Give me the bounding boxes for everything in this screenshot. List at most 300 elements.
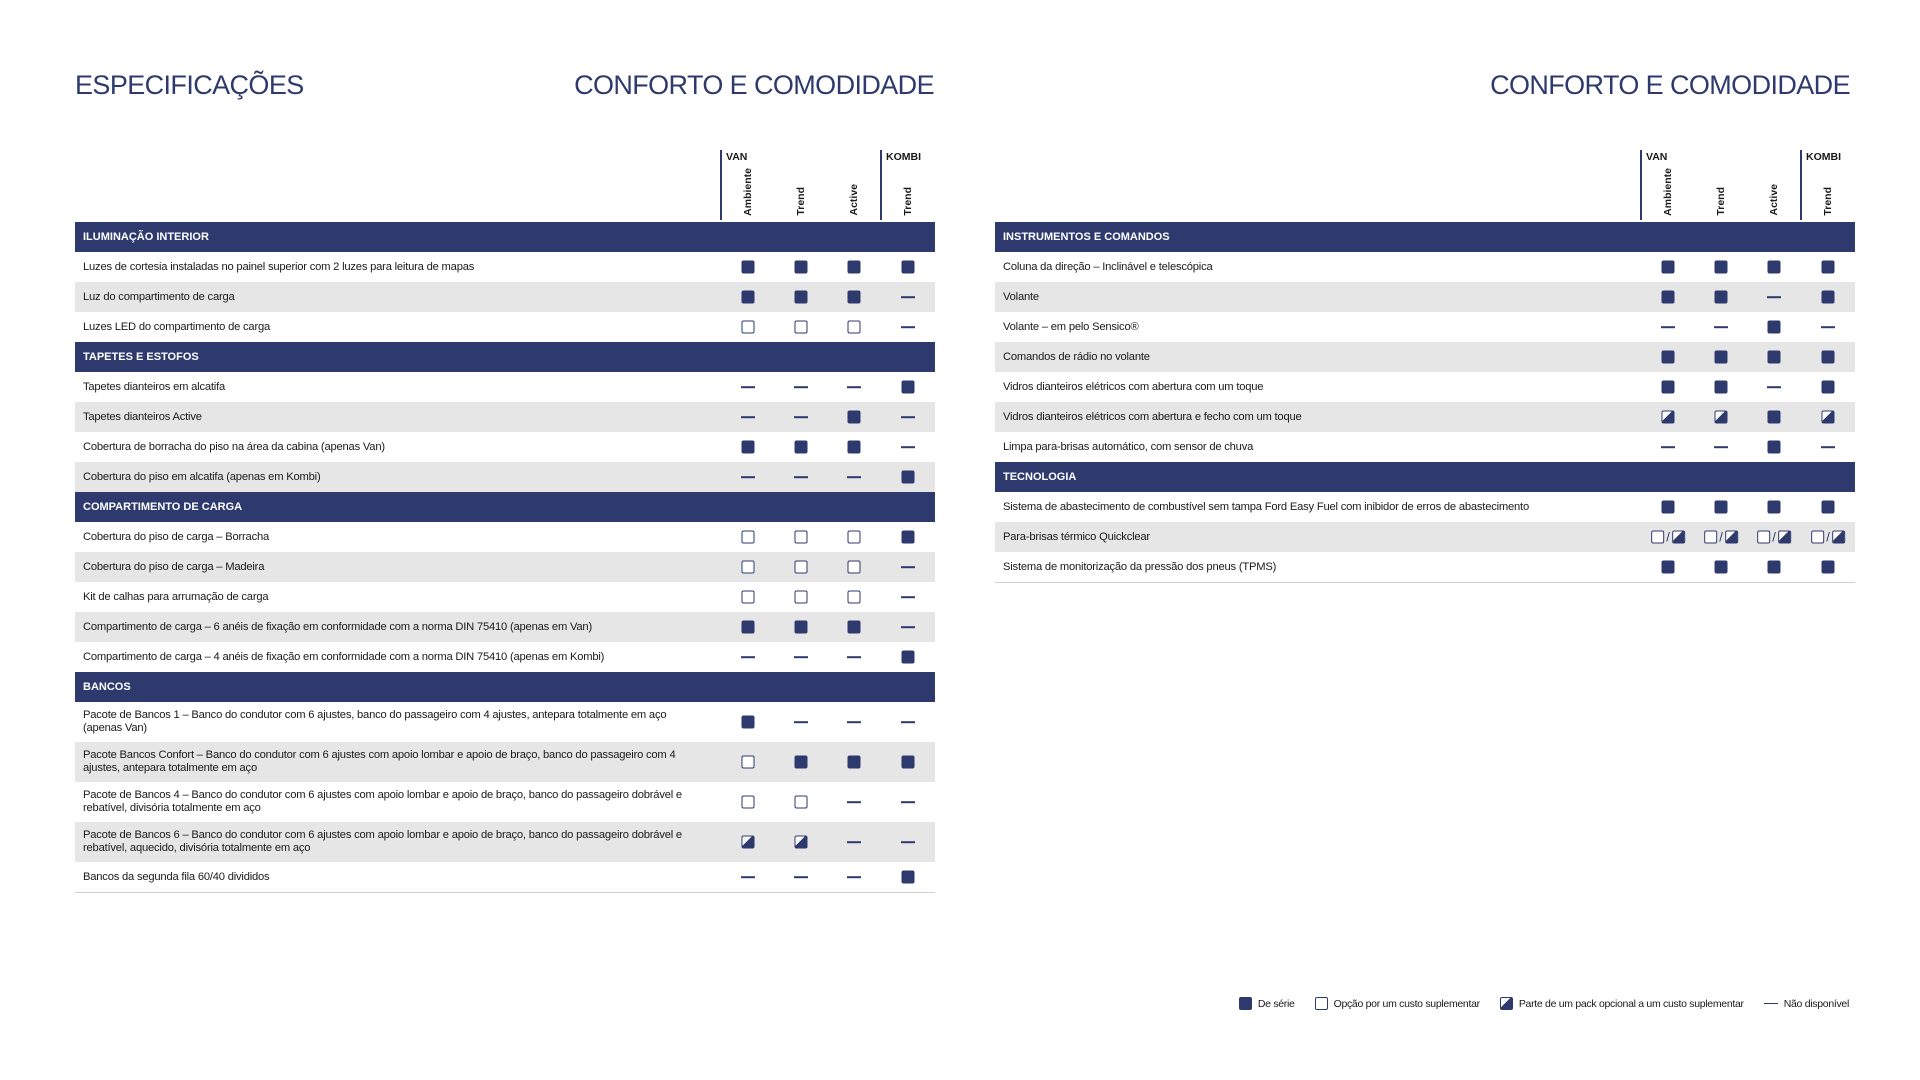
availability-cell xyxy=(902,651,915,664)
option-or-pack-icons xyxy=(1651,531,1685,544)
standard-icon xyxy=(1822,351,1835,364)
row-label: Vidros dianteiros elétricos com abertura com um toque xyxy=(1003,380,1264,393)
standard-icon xyxy=(1768,501,1781,514)
not-available-icon xyxy=(847,801,861,803)
option-icon xyxy=(742,756,755,769)
option-icon xyxy=(795,531,808,544)
legend-na xyxy=(1764,998,1849,1010)
availability-cell xyxy=(1822,411,1835,424)
availability-cell xyxy=(1662,561,1675,574)
availability-cell xyxy=(795,756,808,769)
not-available-icon xyxy=(794,721,808,723)
availability-cell xyxy=(741,416,755,418)
not-available-icon xyxy=(901,801,915,803)
not-available-icon xyxy=(847,476,861,478)
pack-icon xyxy=(1662,411,1675,424)
row-label: Cobertura do piso de carga – Madeira xyxy=(83,560,265,573)
not-available-icon xyxy=(847,721,861,723)
table-bottom-rule xyxy=(995,582,1855,583)
table-row xyxy=(995,552,1855,582)
standard-icon xyxy=(1662,291,1675,304)
table-row xyxy=(75,552,935,582)
standard-icon xyxy=(1822,561,1835,574)
row-label: Pacote Bancos Confort – Banco do condutor com 6 ajustes com apoio lombar e apoio de braço, banco do passageiro com 4 ajustes, antepara totalmente em aço xyxy=(83,749,676,774)
table-bottom-rule xyxy=(75,892,935,893)
not-available-icon xyxy=(1764,1003,1778,1005)
standard-icon xyxy=(1662,381,1675,394)
not-available-icon xyxy=(901,566,915,568)
availability-cell xyxy=(848,261,861,274)
table-row xyxy=(995,402,1855,432)
availability-cell xyxy=(1662,351,1675,364)
availability-cell xyxy=(1768,501,1781,514)
availability-cell xyxy=(1767,386,1781,388)
availability-cell xyxy=(1822,561,1835,574)
availability-cell xyxy=(1811,531,1845,544)
availability-cell xyxy=(901,566,915,568)
table-row xyxy=(75,372,935,402)
option-or-pack-icons xyxy=(1757,531,1791,544)
column-header xyxy=(75,150,935,222)
availability-cell xyxy=(901,626,915,628)
availability-cell xyxy=(742,716,755,729)
availability-cell xyxy=(1768,411,1781,424)
not-available-icon xyxy=(901,296,915,298)
option-icon xyxy=(1704,531,1717,544)
pack-icon xyxy=(795,836,808,849)
row-label: Pacote de Bancos 1 – Banco do condutor com 6 ajustes, banco do passageiro com 4 ajustes, antepara totalmente em aço (apenas Van) xyxy=(83,709,667,734)
table-row xyxy=(995,372,1855,402)
table-row xyxy=(995,522,1855,552)
not-available-icon xyxy=(901,596,915,598)
table-row xyxy=(75,862,935,892)
row-label: Kit de calhas para arrumação de carga xyxy=(83,590,269,603)
not-available-icon xyxy=(741,476,755,478)
standard-icon xyxy=(1662,351,1675,364)
availability-cell xyxy=(741,476,755,478)
column-label-trend: Trend xyxy=(795,187,807,216)
option-or-pack-icons xyxy=(1704,531,1738,544)
standard-icon xyxy=(795,261,808,274)
availability-cell xyxy=(901,416,915,418)
section-heading-left: CONFORTO E COMODIDADE xyxy=(574,70,934,100)
option-icon xyxy=(742,531,755,544)
availability-cell xyxy=(1715,381,1728,394)
availability-cell xyxy=(795,441,808,454)
availability-cell xyxy=(902,471,915,484)
row-label: Tapetes dianteiros em alcatifa xyxy=(83,380,226,393)
not-available-icon xyxy=(1661,446,1675,448)
not-available-icon xyxy=(1714,326,1728,328)
legend-pack-label: Parte de um pack opcional a um custo suplementar xyxy=(1518,997,1744,1010)
not-available-icon xyxy=(901,326,915,328)
standard-icon xyxy=(848,411,861,424)
option-icon xyxy=(795,591,808,604)
column-label-trend: Trend xyxy=(902,187,914,216)
standard-icon xyxy=(902,871,915,884)
standard-icon xyxy=(1662,501,1675,514)
standard-icon xyxy=(902,471,915,484)
standard-icon xyxy=(902,651,915,664)
not-available-icon xyxy=(847,876,861,878)
standard-icon xyxy=(902,531,915,544)
standard-icon xyxy=(1822,291,1835,304)
availability-cell xyxy=(742,836,755,849)
availability-cell xyxy=(1822,261,1835,274)
not-available-icon xyxy=(794,876,808,878)
availability-cell xyxy=(1651,531,1685,544)
column-label-trend: Trend xyxy=(1715,187,1727,216)
availability-cell xyxy=(742,261,755,274)
option-icon xyxy=(848,531,861,544)
section-header: TECNOLOGIA xyxy=(995,462,1855,492)
not-available-icon xyxy=(847,386,861,388)
not-available-icon xyxy=(1821,326,1835,328)
section-heading-right: CONFORTO E COMODIDADE xyxy=(1490,70,1850,100)
row-label: Pacote de Bancos 4 – Banco do condutor com 6 ajustes com apoio lombar e apoio de braço, banco do passageiro dobrável e rebatível, divisória totalmente em aço xyxy=(83,789,682,814)
option-icon xyxy=(1651,531,1664,544)
not-available-icon xyxy=(1821,446,1835,448)
availability-cell xyxy=(1822,501,1835,514)
availability-cell xyxy=(1662,411,1675,424)
standard-icon xyxy=(742,261,755,274)
group-van-label: VAN xyxy=(1646,151,1668,163)
specs-table-left xyxy=(75,150,935,893)
availability-cell xyxy=(795,261,808,274)
standard-icon xyxy=(742,621,755,634)
availability-cell xyxy=(795,291,808,304)
group-kombi-label: KOMBI xyxy=(1806,151,1841,163)
option-icon xyxy=(1811,531,1824,544)
availability-cell xyxy=(902,381,915,394)
section-header: BANCOS xyxy=(75,672,935,702)
table-row xyxy=(995,492,1855,522)
standard-icon xyxy=(1715,381,1728,394)
availability-cell xyxy=(742,321,755,334)
availability-cell xyxy=(741,656,755,658)
availability-cell xyxy=(901,841,915,843)
availability-cell xyxy=(902,531,915,544)
table-row xyxy=(75,642,935,672)
availability-cell xyxy=(795,531,808,544)
specs-table-right xyxy=(995,150,1855,583)
not-available-icon xyxy=(901,626,915,628)
standard-icon xyxy=(742,441,755,454)
availability-cell xyxy=(1822,351,1835,364)
availability-cell xyxy=(1768,441,1781,454)
availability-cell xyxy=(742,621,755,634)
section-header: ILUMINAÇÃO INTERIOR xyxy=(75,222,935,252)
option-icon xyxy=(795,561,808,574)
pack-icon xyxy=(1500,997,1513,1010)
availability-cell xyxy=(1821,446,1835,448)
availability-cell xyxy=(847,476,861,478)
availability-cell xyxy=(848,756,861,769)
availability-cell xyxy=(847,656,861,658)
availability-cell xyxy=(742,531,755,544)
not-available-icon xyxy=(794,386,808,388)
availability-cell xyxy=(1768,261,1781,274)
section-header: INSTRUMENTOS E COMANDOS xyxy=(995,222,1855,252)
legend-pack xyxy=(1500,997,1744,1010)
availability-cell xyxy=(848,591,861,604)
availability-cell xyxy=(1767,296,1781,298)
column-label-active: Active xyxy=(848,184,860,216)
option-icon xyxy=(1757,531,1770,544)
not-available-icon xyxy=(741,876,755,878)
availability-cell xyxy=(1715,261,1728,274)
standard-icon xyxy=(1822,381,1835,394)
table-row xyxy=(75,432,935,462)
standard-icon xyxy=(1715,501,1728,514)
not-available-icon xyxy=(741,416,755,418)
availability-cell xyxy=(1768,561,1781,574)
availability-cell xyxy=(794,416,808,418)
availability-cell xyxy=(901,801,915,803)
availability-cell xyxy=(1662,291,1675,304)
availability-cell xyxy=(1714,446,1728,448)
table-row xyxy=(75,252,935,282)
not-available-icon xyxy=(1767,296,1781,298)
not-available-icon xyxy=(1714,446,1728,448)
availability-cell xyxy=(1662,381,1675,394)
availability-cell xyxy=(795,561,808,574)
availability-cell xyxy=(1822,381,1835,394)
row-label: Sistema de monitorização da pressão dos pneus (TPMS) xyxy=(1003,560,1277,573)
row-label: Para-brisas térmico Quickclear xyxy=(1003,530,1150,543)
row-label: Compartimento de carga – 4 anéis de fixação em conformidade com a norma DIN 75410 (apenas em Kombi) xyxy=(83,650,605,663)
availability-cell xyxy=(847,841,861,843)
availability-cell xyxy=(794,386,808,388)
availability-cell xyxy=(742,441,755,454)
legend-standard xyxy=(1239,997,1295,1010)
row-label: Coluna da direção – Inclinável e telescópica xyxy=(1003,260,1213,273)
column-label-trend: Trend xyxy=(1822,187,1834,216)
availability-cell xyxy=(1715,561,1728,574)
legend-option-label: Opção por um custo suplementar xyxy=(1333,997,1480,1010)
availability-cell xyxy=(848,411,861,424)
availability-cell xyxy=(1704,531,1738,544)
availability-cell xyxy=(795,796,808,809)
not-available-icon xyxy=(794,476,808,478)
standard-icon xyxy=(848,291,861,304)
availability-cell xyxy=(1661,446,1675,448)
not-available-icon xyxy=(794,416,808,418)
standard-icon xyxy=(902,261,915,274)
pack-icon xyxy=(1715,411,1728,424)
standard-icon xyxy=(902,381,915,394)
not-available-icon xyxy=(847,656,861,658)
availability-cell xyxy=(795,836,808,849)
standard-icon xyxy=(902,756,915,769)
row-label: Cobertura do piso de carga – Borracha xyxy=(83,530,270,543)
availability-cell xyxy=(848,441,861,454)
pack-icon xyxy=(1725,531,1738,544)
table-row xyxy=(995,312,1855,342)
separator-slash: / xyxy=(1772,529,1776,545)
row-label: Luz do compartimento de carga xyxy=(83,290,235,303)
availability-cell xyxy=(742,561,755,574)
standard-icon xyxy=(1822,501,1835,514)
availability-cell xyxy=(1662,261,1675,274)
availability-cell xyxy=(901,446,915,448)
legend-standard-label: De série xyxy=(1257,997,1295,1010)
page-title: ESPECIFICAÇÕES xyxy=(75,70,304,100)
row-label: Compartimento de carga – 6 anéis de fixação em conformidade com a norma DIN 75410 (apenas em Van) xyxy=(83,620,592,633)
availability-cell xyxy=(848,561,861,574)
row-label: Vidros dianteiros elétricos com abertura e fecho com um toque xyxy=(1003,410,1302,423)
standard-icon xyxy=(1662,261,1675,274)
availability-cell xyxy=(901,326,915,328)
standard-icon xyxy=(848,756,861,769)
row-label: Pacote de Bancos 6 – Banco do condutor com 6 ajustes com apoio lombar e apoio de braço, banco do passageiro dobrável e rebatível, aquecido, divisória totalmente em aço xyxy=(83,829,682,854)
column-label-ambiente: Ambiente xyxy=(742,168,754,216)
standard-icon xyxy=(742,716,755,729)
table-row xyxy=(75,782,935,822)
table-row xyxy=(995,432,1855,462)
option-icon xyxy=(742,591,755,604)
option-icon xyxy=(848,561,861,574)
availability-cell xyxy=(1715,291,1728,304)
availability-cell xyxy=(902,871,915,884)
standard-icon xyxy=(1715,561,1728,574)
pack-icon xyxy=(1672,531,1685,544)
standard-icon xyxy=(1768,261,1781,274)
separator-slash: / xyxy=(1666,529,1670,545)
availability-cell xyxy=(794,876,808,878)
availability-cell xyxy=(794,721,808,723)
not-available-icon xyxy=(847,841,861,843)
option-icon xyxy=(848,321,861,334)
standard-icon xyxy=(1768,561,1781,574)
availability-cell xyxy=(1768,351,1781,364)
row-label: Volante – em pelo Sensico® xyxy=(1003,320,1139,333)
row-label: Sistema de abastecimento de combustível sem tampa Ford Easy Fuel com inibidor de erros de abastecimento xyxy=(1003,500,1529,513)
table-row xyxy=(75,742,935,782)
standard-icon xyxy=(1239,997,1252,1010)
availability-cell xyxy=(1661,326,1675,328)
standard-icon xyxy=(848,261,861,274)
not-available-icon xyxy=(901,721,915,723)
table-row xyxy=(75,822,935,862)
standard-icon xyxy=(1768,321,1781,334)
availability-cell xyxy=(848,291,861,304)
availability-cell xyxy=(848,321,861,334)
availability-cell xyxy=(1757,531,1791,544)
table-row xyxy=(995,282,1855,312)
not-available-icon xyxy=(741,656,755,658)
availability-cell xyxy=(1822,291,1835,304)
availability-cell xyxy=(902,756,915,769)
availability-cell xyxy=(794,476,808,478)
separator-slash: / xyxy=(1826,529,1830,545)
availability-cell xyxy=(742,756,755,769)
pack-icon xyxy=(742,836,755,849)
availability-cell xyxy=(1715,411,1728,424)
not-available-icon xyxy=(901,446,915,448)
standard-icon xyxy=(795,291,808,304)
standard-icon xyxy=(1715,351,1728,364)
standard-icon xyxy=(795,756,808,769)
option-icon xyxy=(742,561,755,574)
availability-cell xyxy=(901,596,915,598)
table-row xyxy=(75,612,935,642)
table-row xyxy=(75,462,935,492)
standard-icon xyxy=(1768,411,1781,424)
availability-cell xyxy=(741,386,755,388)
availability-cell xyxy=(1768,321,1781,334)
row-label: Cobertura de borracha do piso na área da cabina (apenas Van) xyxy=(83,440,385,453)
availability-cell xyxy=(741,876,755,878)
option-icon xyxy=(795,321,808,334)
standard-icon xyxy=(848,441,861,454)
availability-cell xyxy=(901,296,915,298)
row-label: Tapetes dianteiros Active xyxy=(83,410,202,423)
availability-cell xyxy=(742,591,755,604)
option-icon xyxy=(1315,997,1328,1010)
table-row xyxy=(75,312,935,342)
not-available-icon xyxy=(1767,386,1781,388)
standard-icon xyxy=(795,621,808,634)
group-kombi-label: KOMBI xyxy=(886,151,921,163)
column-label-ambiente: Ambiente xyxy=(1662,168,1674,216)
table-row xyxy=(995,342,1855,372)
availability-cell xyxy=(848,531,861,544)
option-icon xyxy=(742,321,755,334)
availability-cell xyxy=(1714,326,1728,328)
availability-cell xyxy=(1821,326,1835,328)
standard-icon xyxy=(1662,561,1675,574)
standard-icon xyxy=(848,621,861,634)
availability-cell xyxy=(795,321,808,334)
availability-cell xyxy=(847,721,861,723)
not-available-icon xyxy=(901,416,915,418)
column-header xyxy=(995,150,1855,222)
standard-icon xyxy=(1715,261,1728,274)
row-label: Limpa para-brisas automático, com sensor de chuva xyxy=(1003,440,1254,453)
availability-cell xyxy=(795,621,808,634)
availability-cell xyxy=(742,291,755,304)
row-label: Volante xyxy=(1003,290,1039,303)
availability-cell xyxy=(1715,351,1728,364)
table-row xyxy=(75,702,935,742)
availability-cell xyxy=(848,621,861,634)
standard-icon xyxy=(795,441,808,454)
row-label: Comandos de rádio no volante xyxy=(1003,350,1150,363)
table-row xyxy=(75,522,935,552)
not-available-icon xyxy=(901,841,915,843)
option-or-pack-icons xyxy=(1811,531,1845,544)
group-van-label: VAN xyxy=(726,151,748,163)
column-label-active: Active xyxy=(1768,184,1780,216)
standard-icon xyxy=(1768,441,1781,454)
table-row xyxy=(75,282,935,312)
pack-icon xyxy=(1778,531,1791,544)
availability-cell xyxy=(847,386,861,388)
row-label: Cobertura do piso em alcatifa (apenas em Kombi) xyxy=(83,470,321,483)
standard-icon xyxy=(1715,291,1728,304)
standard-icon xyxy=(1768,351,1781,364)
table-row xyxy=(75,402,935,432)
availability-cell xyxy=(902,261,915,274)
option-icon xyxy=(742,796,755,809)
availability-cell xyxy=(847,876,861,878)
section-header: TAPETES E ESTOFOS xyxy=(75,342,935,372)
availability-cell xyxy=(847,801,861,803)
row-label: Luzes LED do compartimento de carga xyxy=(83,320,271,333)
table-row xyxy=(995,252,1855,282)
option-icon xyxy=(848,591,861,604)
